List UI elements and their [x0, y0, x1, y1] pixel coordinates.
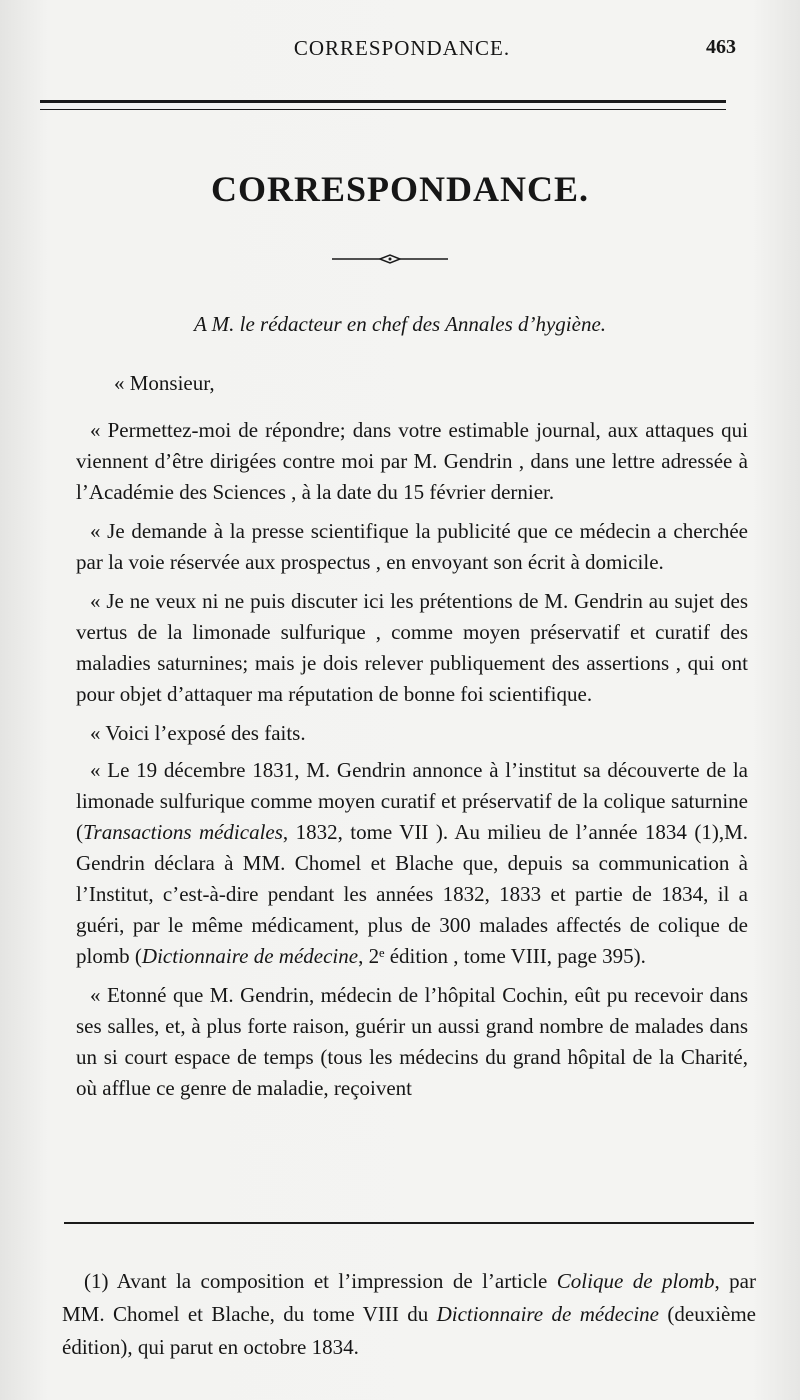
paragraph-3: « Je ne veux ni ne puis discuter ici les prétentions de M. Gendrin au sujet des vertus de la limonade sulfurique , comme moyen préservatif et curatif des maladies saturnines; mais je dois relever publiquement des assertions , qui ont pour objet d’attaquer ma réputation de bonne foi scientifique. — [76, 589, 748, 706]
ornament-divider — [330, 254, 450, 264]
footnote-rule — [64, 1222, 754, 1224]
footnote-italic-2: Dictionnaire de médecine — [436, 1302, 659, 1326]
letter-address: A M. le rédacteur en chef des Annales d’hygiène. — [193, 312, 607, 336]
paragraph-4: « Voici l’exposé des faits. — [90, 721, 306, 745]
paragraph-5-italic-2: Dictionnaire de médecine — [141, 944, 359, 968]
paragraph-5-text-a: « Le 19 décembre 1831, M. Gendrin annonce à l’institut sa découverte de la limonade sulfurique comme moyen curatif et préservatif de la colique saturnine ( — [76, 758, 748, 844]
running-head — [60, 36, 744, 68]
running-title: CORRESPONDANCE. — [293, 36, 511, 60]
footnote — [62, 1265, 756, 1364]
footnote-text-c: (deuxième édition), qui parut en octobre 1834. — [62, 1302, 757, 1359]
footnote-italic-1: Colique de plomb — [556, 1269, 715, 1293]
paragraph-5-italic-1: Transactions médicales — [83, 820, 283, 844]
header-double-rule — [40, 100, 726, 110]
paragraph-1: « Permettez-moi de répondre; dans votre estimable journal, aux attaques qui viennent d’être dirigées contre moi par M. Gendrin , dans une lettre adressée à l’Académie des Sciences , à la date du 15 février dernier. — [76, 418, 748, 504]
footnote-text-b: , par MM. Chomel et Blache, du tome VIII du — [62, 1269, 756, 1326]
paragraph-5 — [76, 755, 748, 972]
footnote-text-a: Avant la composition et l’impression de l’article — [108, 1269, 557, 1293]
letter-body — [76, 368, 748, 1112]
page-number: 463 — [706, 36, 736, 58]
paragraph-5-text-c: , 2ᵉ édition , tome VIII, page 395). — [358, 944, 646, 968]
paragraph-6: « Etonné que M. Gendrin, médecin de l’hôpital Cochin, eût pu recevoir dans ses salles, et, à plus forte raison, guérir un aussi grand nombre de malades dans un si court espace de temps (tous les médecins du grand hôpital de la Charité, où afflue ce genre de maladie, reçoivent — [76, 983, 748, 1100]
section-title: CORRESPONDANCE. — [210, 169, 590, 209]
footnote-marker: (1) — [84, 1269, 109, 1293]
paragraph-2: « Je demande à la presse scientifique la publicité que ce médecin a cherchée par la voie réservée aux prospectus , en envoyant son écrit à domicile. — [76, 519, 748, 574]
paragraph-5-text-b: , 1832, tome VII ). Au milieu de l’année 1834 (1),M. Gendrin déclara à MM. Chomel et Blache que, depuis sa communication à l’Institut, c’est-à-dire pendant les années 1832, 1833 et partie de 1834, il a guéri, par le même médicament, plus de 300 malades affectés de colique de plomb ( — [76, 820, 748, 968]
salutation: « Monsieur, — [114, 371, 215, 395]
